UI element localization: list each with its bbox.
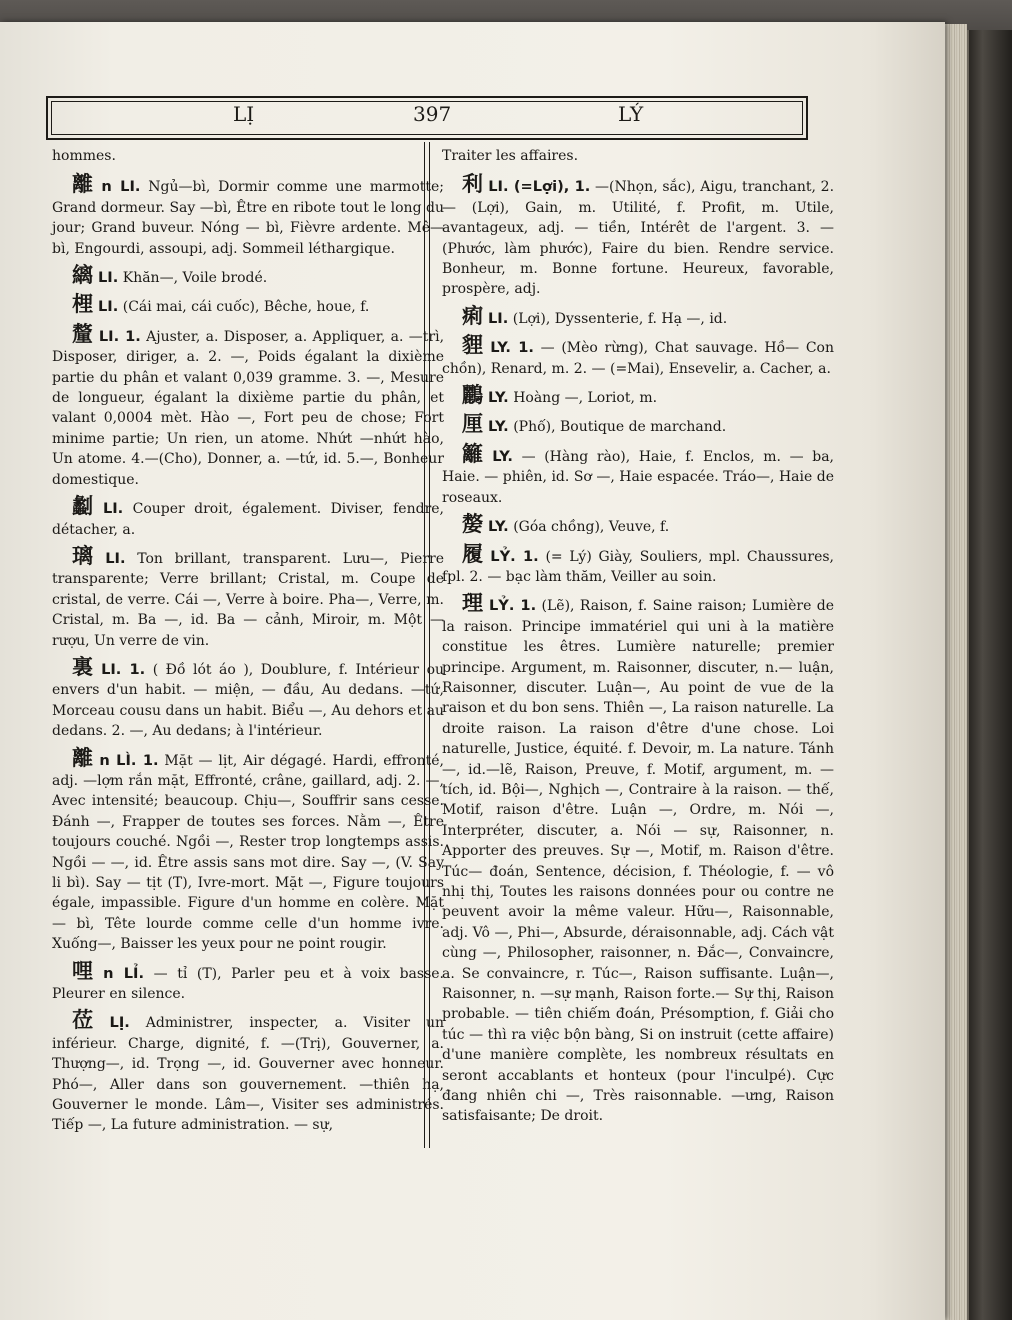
entry-definition: (Góa chồng), Veuve, f. (513, 519, 670, 536)
entry-definition: —(Nhọn, sắc), Aigu, tranchant, 2. — (Lợi), Gain, m. Utilité, f. Profit, m. Utile, avantageux, adj. — tiền, Intérêt de l'argent. 3. — (Phước, làm phước), Faire du bien. Rendre service. Bonheur, m. Bonne fortune. Heureux, favorable, prospère, adj. (442, 179, 835, 298)
entry-definition: Couper droit, également. Diviser, fendre, détacher, a. (52, 501, 445, 538)
header-right-word: LÝ (618, 102, 644, 126)
dictionary-entry (442, 590, 835, 1127)
entry-character: 離 (72, 744, 96, 770)
entry-headword: LI. (105, 549, 126, 567)
entry-definition: (Lẽ), Raison, f. Saine raison; Lumière de la raison. Principe immatériel qui uni à la matière constitue les êtres. Lumière naturelle; premier principe. Argument, m. Raisonner, discuter, n.— luận, Raisonner, discuter. Luận—, Au point de vue de la raison et du bon sens. Thiên —, La raison naturelle. La droite raison. La raison d'être d'une chose. Loi naturelle, Justice, équité. f. Devoir, m. La nature. Tánh—, id.—lẽ, Raison, Preuve, f. Motif, argument, m. — tích, id. Bội—, Nghịch —, Contraire à la raison. — thế, Motif, raison d'être. Luận —, Ordre, m. Nói —, Interpréter, discuter, a. Nói — sự, Raisonner, n. Apporter des preuves. Sự —, Motif, m. Raison d'être. Túc— đoán, Sentence, décision, f. Théologie, f. — vô nhị thị, Toutes les raisons données pour ou contre ne peuvent avoir la même valeur. Hữu—, Raisonnable, adj. Vô —, Phi—, Absurde, déraisonnable, adj. Cách vật cùng —, Philosopher, raisonner, n. Đắc—, Convaincre, a. Se convaincre, r. Túc—, Raison suffisante. Luận—, Raisonner, n. —sự mạnh, Raison forte.— Sự thị, Raison probable. — tiên chiếm đoán, Présomption, f. Giải cho túc — thì ra việc bộn bàng, Si on instruit (cette affaire) d'une manière complète, les nombreux résultats en seront accablants et honteux (pour l'inculpé). Cực đang nhiên chi —, Très raisonnable. —ưng, Raison satisfaisante; De droit. (442, 598, 835, 1125)
entry-character: 璃 (72, 542, 102, 568)
entry-definition: Ton brillant, transparent. Lưu—, Pierre transparente; Verre brillant; Cristal, m. Coupe de cristal, de verre. Cái —, Verre à boire. Pha—, Verre, m. Cristal, m. Ba —, id. Ba — cảnh, Miroir, m. Một — rượu, Un verre de vin. (52, 550, 445, 649)
dictionary-entry (442, 411, 834, 437)
running-header (46, 96, 808, 140)
dictionary-entry (442, 440, 835, 508)
header-left-word: LỊ (233, 102, 255, 126)
dictionary-entry (442, 332, 834, 379)
entry-headword: LY. 1. (490, 339, 534, 357)
page-edges (945, 24, 967, 1320)
dictionary-entry (52, 320, 445, 490)
continuation-text: Traiter les affaires. (442, 148, 579, 164)
dictionary-entry (52, 744, 445, 955)
entry-definition: (Cái mai, cái cuốc), Bêche, houe, f. (122, 299, 370, 316)
entry-headword: LI. (=Lợi), 1. (488, 178, 591, 196)
entry-definition: Ajuster, a. Disposer, a. Appliquer, a. —trì, Disposer, diriger, a. 2. —, Poids égalant la dixième partie du phân et valant 0,039 gramme. 3. —, Mesure de longueur, égalant la dixième partie du phân, et valant 0,0004 mèt. Hào —, Fort peu de chose; Fort minime partie; Un rien, un atome. Nhứt —nhứt hào, Un atome. 4.—(Cho), Donner, a. —tứ, id. 5.—, Bonheur domestique. (52, 328, 445, 488)
dictionary-entry (52, 542, 445, 651)
entry-headword: n LỈ. (103, 964, 145, 982)
entry-headword: n LI. (101, 178, 141, 196)
right-column (442, 146, 834, 1133)
entry-headword: LI. 1. (101, 660, 146, 678)
entry-definition: ( Đồ lót áo ), Doublure, f. Intérieur ou envers d'un habit. — miện, — đầu, Au dedans. —tứ, Morceau cousu dans un habit. Biểu —, Au dehors et au dedans. 2. —, Au dedans; à l'intérieur. (52, 661, 445, 740)
left-column (52, 146, 444, 1142)
page-number: 397 (413, 102, 452, 126)
dictionary-entry (442, 540, 835, 588)
dictionary-entry (442, 511, 834, 537)
continuation-text: hommes. (52, 148, 116, 164)
entry-headword: LỶ. 1. (488, 597, 537, 615)
entry-character: 履 (462, 540, 487, 566)
entry-definition: Mặt — lịt, Air dégagé. Hardi, effronté, adj. —lợm rắn mặt, Effronté, crâne, gaillard, adj. 2. —, Avec intensité; beaucoup. Chịu—, Souffrir sans cesse. Đánh —, Frapper de toutes ses forces. Nằm —, Être toujours couché. Ngồi —, Rester trop longtemps assis. Ngồi — —, id. Être assis sans mot dire. Say —, (V. Say li bì). Say — tịt (T), Ivre-mort. Mặt —, Figure toujours égale, impassible. Figure d'un homme en colère. Mặt— bì, Tête lourde comme celle d'un homme ivre. Xuống—, Baisser les yeux pour ne point rougir. (52, 752, 445, 953)
dictionary-entry (52, 262, 444, 288)
entry-headword: LI. 1. (98, 327, 141, 345)
entry-character: 梩 (72, 291, 94, 317)
entry-character: 貍 (462, 332, 487, 358)
entry-definition: (= Lý) Giày, Souliers, mpl. Chaussures, fpl. 2. — bạc làm thăm, Veiller au soin. (442, 548, 835, 585)
entry-headword: LI. (102, 500, 124, 518)
dictionary-entry (52, 1007, 445, 1135)
dictionary-entry (52, 957, 445, 1005)
entry-definition: Hoàng —, Loriot, m. (513, 390, 658, 407)
entry-definition: Khăn—, Voile brodé. (122, 270, 268, 287)
entry-headword: LI. (488, 309, 509, 327)
entry-headword: LY. (488, 389, 509, 407)
entry-character: 籬 (462, 440, 489, 466)
dictionary-entry (52, 653, 445, 742)
dictionary-entry (442, 302, 834, 329)
dictionary-entry (52, 493, 445, 540)
dictionary-entry (442, 171, 835, 299)
entry-definition: (Lợi), Dyssenterie, f. Hạ —, id. (512, 310, 728, 327)
entry-character: 劙 (72, 493, 99, 519)
entry-character: 鸝 (462, 382, 484, 408)
entry-headword: LỊ. (109, 1014, 130, 1032)
entry-headword: LI. (98, 298, 119, 316)
entry-headword: n LÌ. 1. (99, 751, 159, 769)
entry-character: 縭 (72, 262, 94, 288)
dictionary-entry (442, 382, 834, 408)
entry-character: 裏 (72, 653, 98, 679)
entry-definition: (Phố), Boutique de marchand. (513, 419, 727, 436)
entry-character: 厘 (462, 411, 484, 437)
entry-character: 離 (72, 171, 98, 197)
entry-headword: LI. (98, 269, 119, 287)
dictionary-entry (52, 291, 444, 317)
entry-character: 莅 (72, 1007, 106, 1033)
entry-character: 嫠 (462, 511, 484, 537)
entry-character: 利 (462, 171, 485, 197)
entry-headword: LỶ. 1. (490, 547, 539, 565)
entry-character: 痢 (462, 302, 484, 328)
entry-headword: LY. (488, 518, 509, 536)
entry-definition: — tỉ (T), Parler peu et à voix basse. Pleurer en silence. (52, 965, 445, 1003)
entry-headword: LY. (488, 418, 509, 436)
book-cover (967, 30, 1012, 1320)
entry-character: 哩 (72, 957, 100, 983)
entry-character: 釐 (72, 320, 95, 346)
entry-definition: — (Hàng rào), Haie, f. Enclos, m. — ba, Haie. — phiên, id. Sơ —, Haie espacée. Tráo—, Haie de roseaux. (442, 448, 835, 506)
entry-definition: Administrer, inspecter, a. Visiter un inférieur. Charge, dignité, f. —(Trị), Gouverner, a. Thượng—, id. Trọng —, id. Gouverner avec honneur. Phó—, Aller dans son gouvernement. —thiên hạ, Gouverner le monde. Lâm—, Visiter ses administrés. Tiếp —, La future administration. — sự, (52, 1015, 445, 1134)
dictionary-entry (52, 171, 445, 259)
entry-definition: — (Mèo rừng), Chat sauvage. Hồ— Con chồn), Renard, m. 2. — (=Mai), Ensevelir, a. Cacher, a. (442, 340, 834, 377)
entry-definition: Ngủ—bì, Dormir comme une marmotte; Grand dormeur. Say —bì, Être en ribote tout le long du jour; Grand buveur. Nóng — bì, Fièvre ardente. Mê—bì, Engourdi, assoupi, adj. Sommeil léthargique. (52, 179, 445, 257)
entry-headword: LY. (492, 447, 513, 465)
entry-character: 理 (462, 590, 485, 616)
